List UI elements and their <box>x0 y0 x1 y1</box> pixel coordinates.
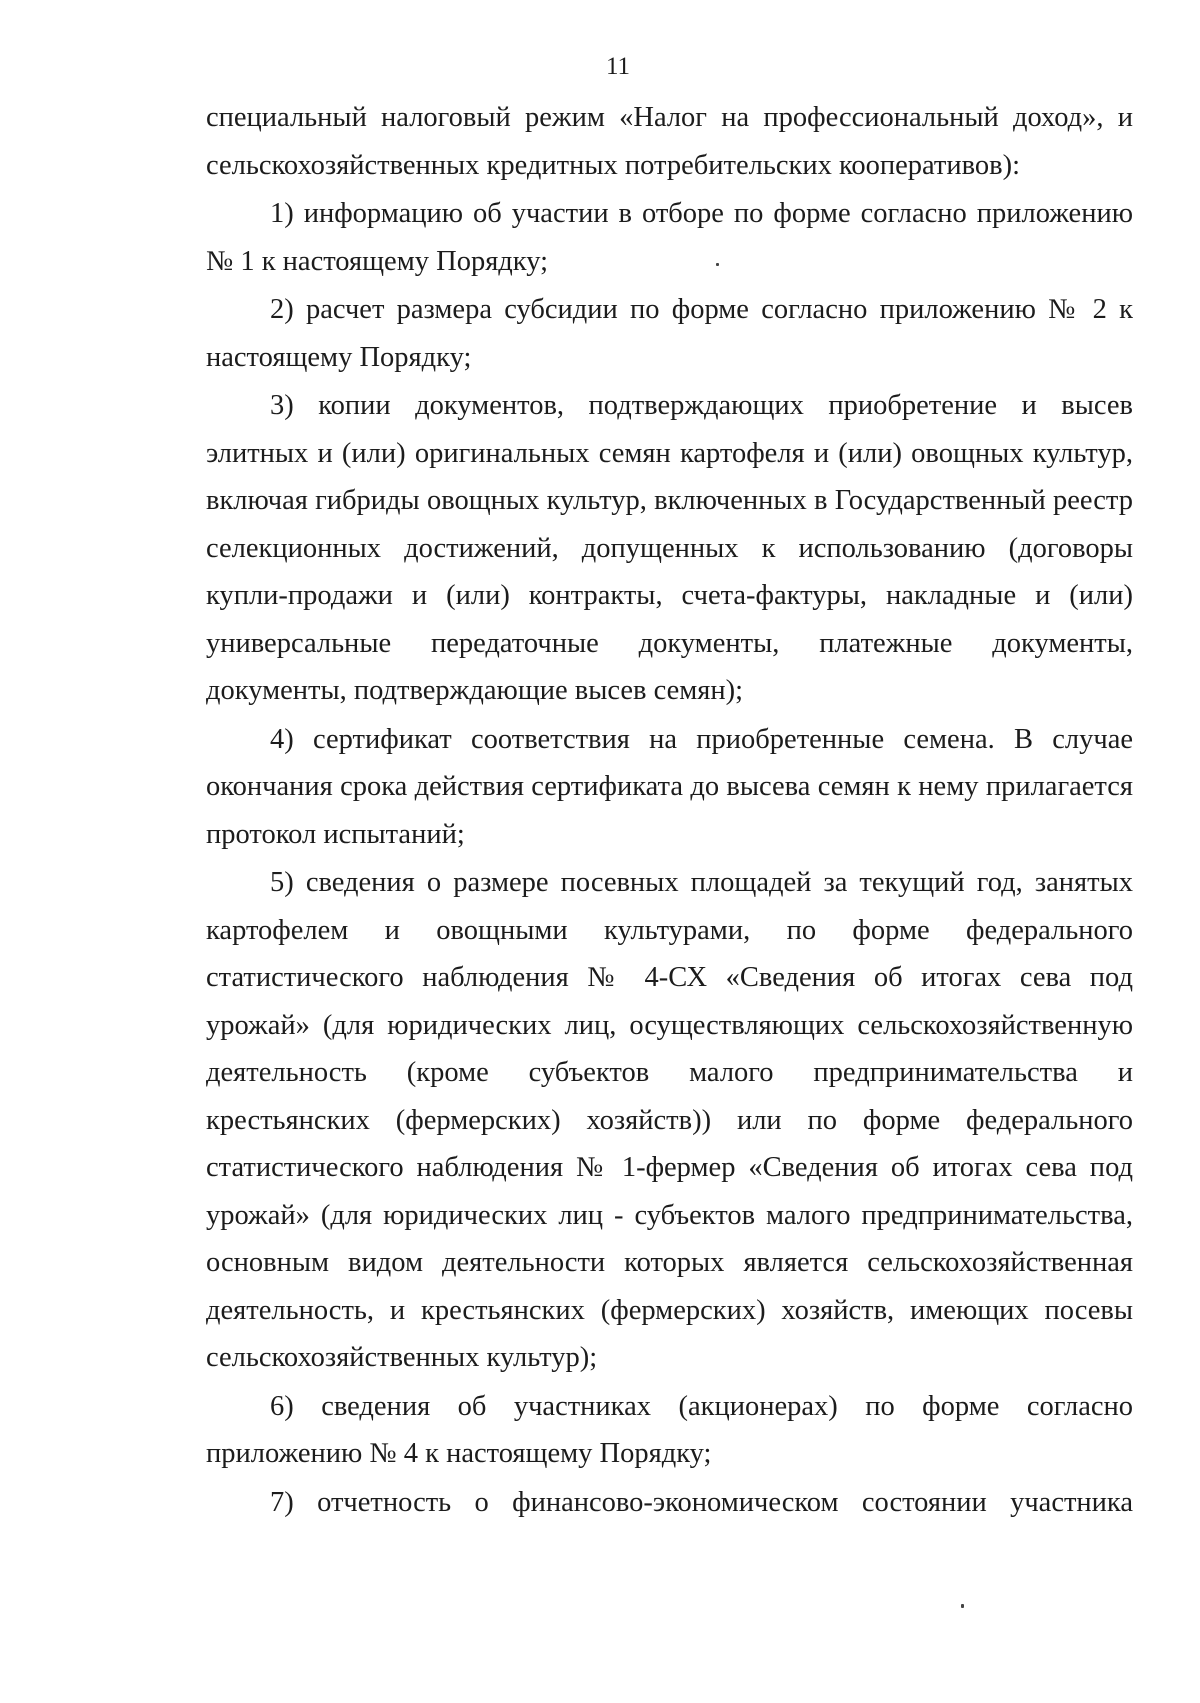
list-item-6: 6) сведения об участниках (акционерах) по форме согласно приложению № 4 к настоящему Порядку; <box>206 1390 1133 1469</box>
scan-speck <box>716 263 719 266</box>
list-item-3: 3) копии документов, подтверждающих приобретение и высев элитных и (или) оригинальных семян картофеля и (или) овощных культур, включая гибриды овощных культур, включенных в Государственный реестр селекционных достижений, допущенных к использованию (договоры купли-продажи и (или) контракты, счета-фактуры, накладные и (или) универсальные передаточные документы, платежные документы, документы, подтверждающие высев семян); <box>206 390 1133 706</box>
document-body <box>206 94 1133 1527</box>
list-item-1: 1) информацию об участии в отборе по форме согласно приложению № 1 к настоящему Порядку; <box>206 198 1133 277</box>
list-item-7: 7) отчетность о финансово-экономическом состоянии участника <box>270 1486 1133 1518</box>
list-item-2: 2) расчет размера субсидии по форме согласно приложению № 2 к настоящему Порядку; <box>206 294 1133 373</box>
scan-speck <box>961 1604 964 1608</box>
list-item-5: 5) сведения о размере посевных площадей за текущий год, занятых картофелем и овощными культурами, по форме федерального статистического наблюдения № 4-СХ «Сведения об итогах сева под урожай» (для юридических лиц, осуществляющих сельскохозяйственную деятельность (кроме субъектов малого предпринимательства и крестьянских (фермерских) хозяйств)) или по форме федерального статистического наблюдения № 1-фермер «Сведения об итогах сева под урожай» (для юридических лиц - субъектов малого предпринимательства, основным видом деятельности которых является сельскохозяйственная деятельность, и крестьянских (фермерских) хозяйств, имеющих посевы сельскохозяйственных культур); <box>206 867 1133 1373</box>
list-item-4: 4) сертификат соответствия на приобретенные семена. В случае окончания срока действия сертификата до высева семян к нему прилагается протокол испытаний; <box>206 723 1133 850</box>
page-number: 11 <box>605 53 631 80</box>
paragraph-continuation: специальный налоговый режим «Налог на профессиональный доход», и сельскохозяйственных кредитных потребительских кооперативов): <box>206 102 1133 181</box>
